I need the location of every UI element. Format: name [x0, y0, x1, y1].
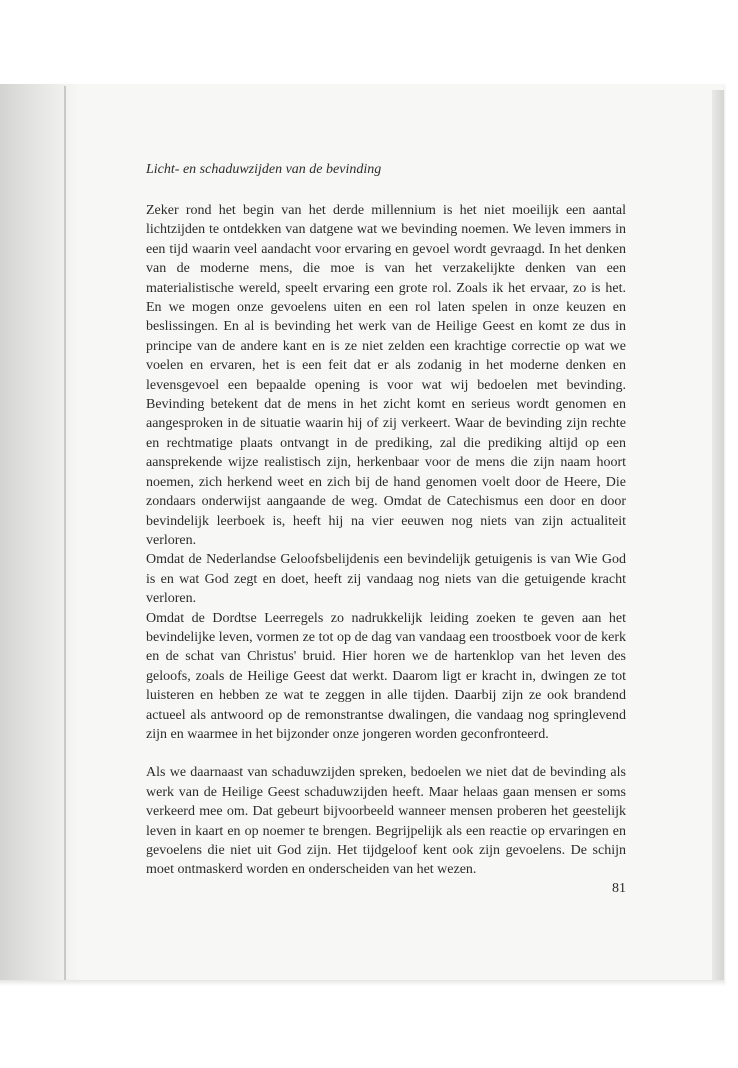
gutter-line	[64, 86, 66, 982]
paragraph-3: Omdat de Dordtse Leerregels zo nadrukkelijk leiding zoeken te geven aan het bevindelijke leven, vormen ze tot op de dag van vandaag een troostboek voor de kerk en de schat van Christus' bruid. Hier horen we de hartenklop van het leven des geloofs, zoals de Heilige Geest dat werkt. Daarom ligt er kracht in, dwingen ze tot luisteren en hebben ze wat te zeggen in alle tijden. Daarbij zijn ze ook brandend actueel als antwoord op de remonstrantse dwalingen, die vandaag nog springlevend zijn en waarmee in het bijzonder onze jongeren worden geconfronteerd.	[146, 610, 626, 742]
body-text	[146, 160, 626, 880]
book-gutter	[0, 84, 80, 984]
paragraph-4: Als we daarnaast van schaduwzijden spreken, bedoelen we niet dat de bevinding als werk van de Heilige Geest schaduwzijden heeft. Maar helaas gaan mensen er soms verkeerd mee om. Dat gebeurt bijvoorbeeld wanneer mensen proberen het geestelijk leven in kaart en op noemer te brengen. Begrijpelijk als een reactie op ervaringen en gevoelens die niet uit God zijn. Het tijdgeloof kent ook zijn gevoelens. De schijn moet ontmaskerd worden en onderscheiden van het wezen.	[146, 765, 626, 878]
section-heading: Licht- en schaduwzijden van de bevinding	[146, 162, 382, 177]
paragraph-1: Zeker rond het begin van het derde millennium is het niet moeilijk een aantal lichtzijden te ontdekken van datgene wat we bevinding noemen. We leven immers in een tijd waarin veel aandacht voor ervaring en gevoel wordt gevraagd. In het denken van de moderne mens, die moe is van het verzakelijkte denken van een materialistische wereld, speelt ervaring een grote rol. Zoals ik het ervaar, zo is het. En we mogen onze gevoelens uiten en een rol laten spelen in onze keuzen en beslissingen. En al is bevinding het werk van de Heilige Geest en komt ze dus in principe van de andere kant en is ze niet zelden een krachtige correctie op wat we voelen en ervaren, het is een feit dat er als zodanig in het moderne denken en levensgevoel een bepaalde opening is voor wat wij bedoelen met bevinding. Bevinding betekent dat de mens in het zicht komt en serieus wordt genomen en aangesproken in de situatie waarin hij of zij verkeert. Waar de bevinding zijn rechte en rechtmatige plaats ontvangt in de prediking, zal die prediking altijd op een aansprekende wijze realistisch zijn, herkenbaar voor de mens die zijn naam hoort noemen, zich herkend weet en zich bij de hand genomen voelt door de Heere, Die zondaars onderwijst aangaande de weg. Omdat de Catechismus een door en door bevindelijk leerboek is, heeft hij na vier eeuwen nog niets van zijn actualiteit verloren.	[146, 203, 626, 548]
page-edge	[712, 90, 724, 982]
page-number: 81	[612, 881, 626, 896]
paragraph-2: Omdat de Nederlandse Geloofsbelijdenis een bevindelijk getuigenis is van Wie God is en wat God zegt en doet, heeft zij vandaag nog niets van die getuigende kracht verloren.	[146, 552, 626, 607]
page-bottom-shadow	[0, 980, 724, 986]
